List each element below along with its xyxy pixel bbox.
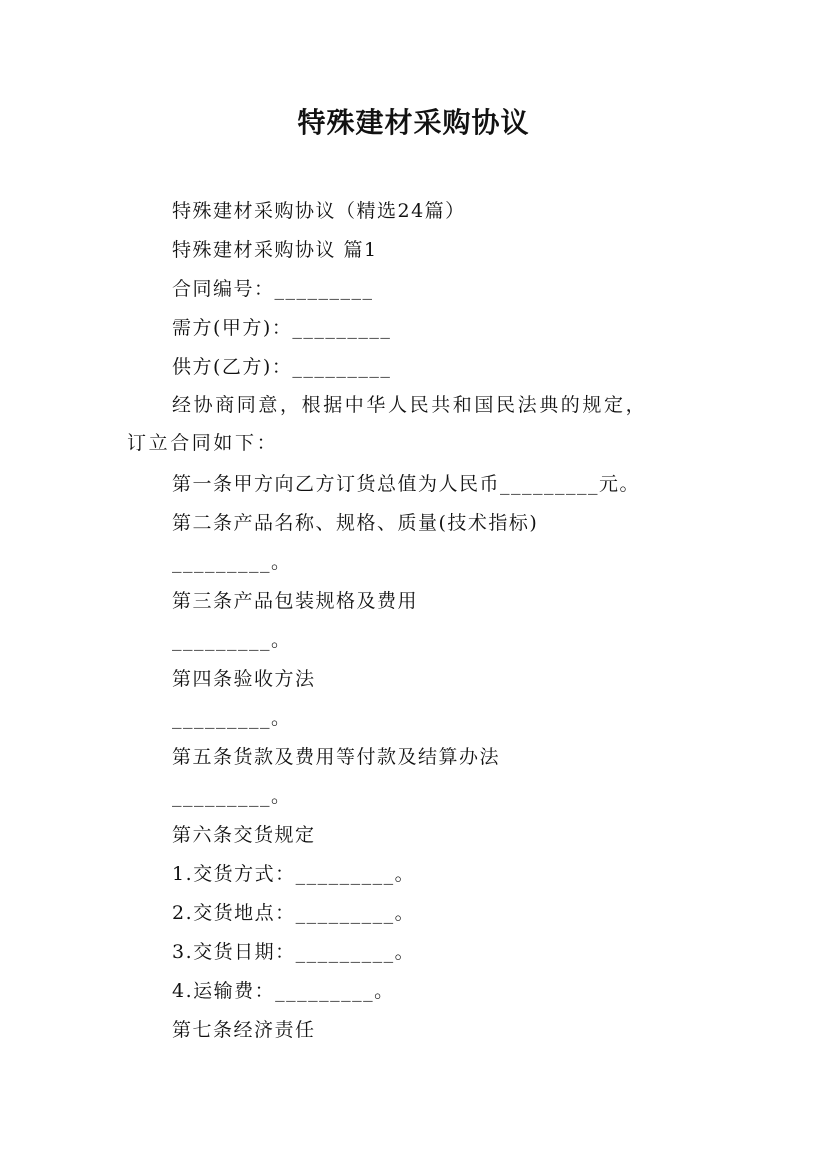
article-4: 第四条验收方法	[172, 668, 316, 690]
contract-number-line: 合同编号：_________	[172, 278, 374, 300]
delivery-location: 2.交货地点：_________。	[172, 902, 416, 924]
transport-fee: 4.运输费：_________。	[172, 980, 395, 1002]
section-heading: 特殊建材采购协议 篇1	[172, 239, 378, 261]
article-6: 第六条交货规定	[172, 824, 316, 846]
article-5: 第五条货款及费用等付款及结算办法	[172, 746, 501, 768]
article-2-blank: _________。	[172, 551, 292, 573]
article-5-blank: _________。	[172, 785, 292, 807]
article-3: 第三条产品包装规格及费用	[172, 590, 419, 612]
delivery-date: 3.交货日期：_________。	[172, 941, 416, 963]
delivery-method: 1.交货方式：_________。	[172, 863, 416, 885]
buyer-line: 需方(甲方)：_________	[172, 317, 392, 339]
document-title: 特殊建材采购协议	[297, 106, 530, 139]
article-2: 第二条产品名称、规格、质量(技术指标)	[172, 512, 539, 534]
article-4-blank: _________。	[172, 707, 292, 729]
supplier-line: 供方(乙方)：_________	[172, 356, 392, 378]
article-3-blank: _________。	[172, 629, 292, 651]
agreement-intro: 经协商同意，根据中华人民共和国民法典的规定，订立合同如下：	[127, 394, 648, 454]
article-7: 第七条经济责任	[172, 1019, 316, 1041]
article-1: 第一条甲方向乙方订货总值为人民币_________元。	[172, 473, 641, 495]
subtitle: 特殊建材采购协议（精选24篇）	[172, 200, 466, 222]
